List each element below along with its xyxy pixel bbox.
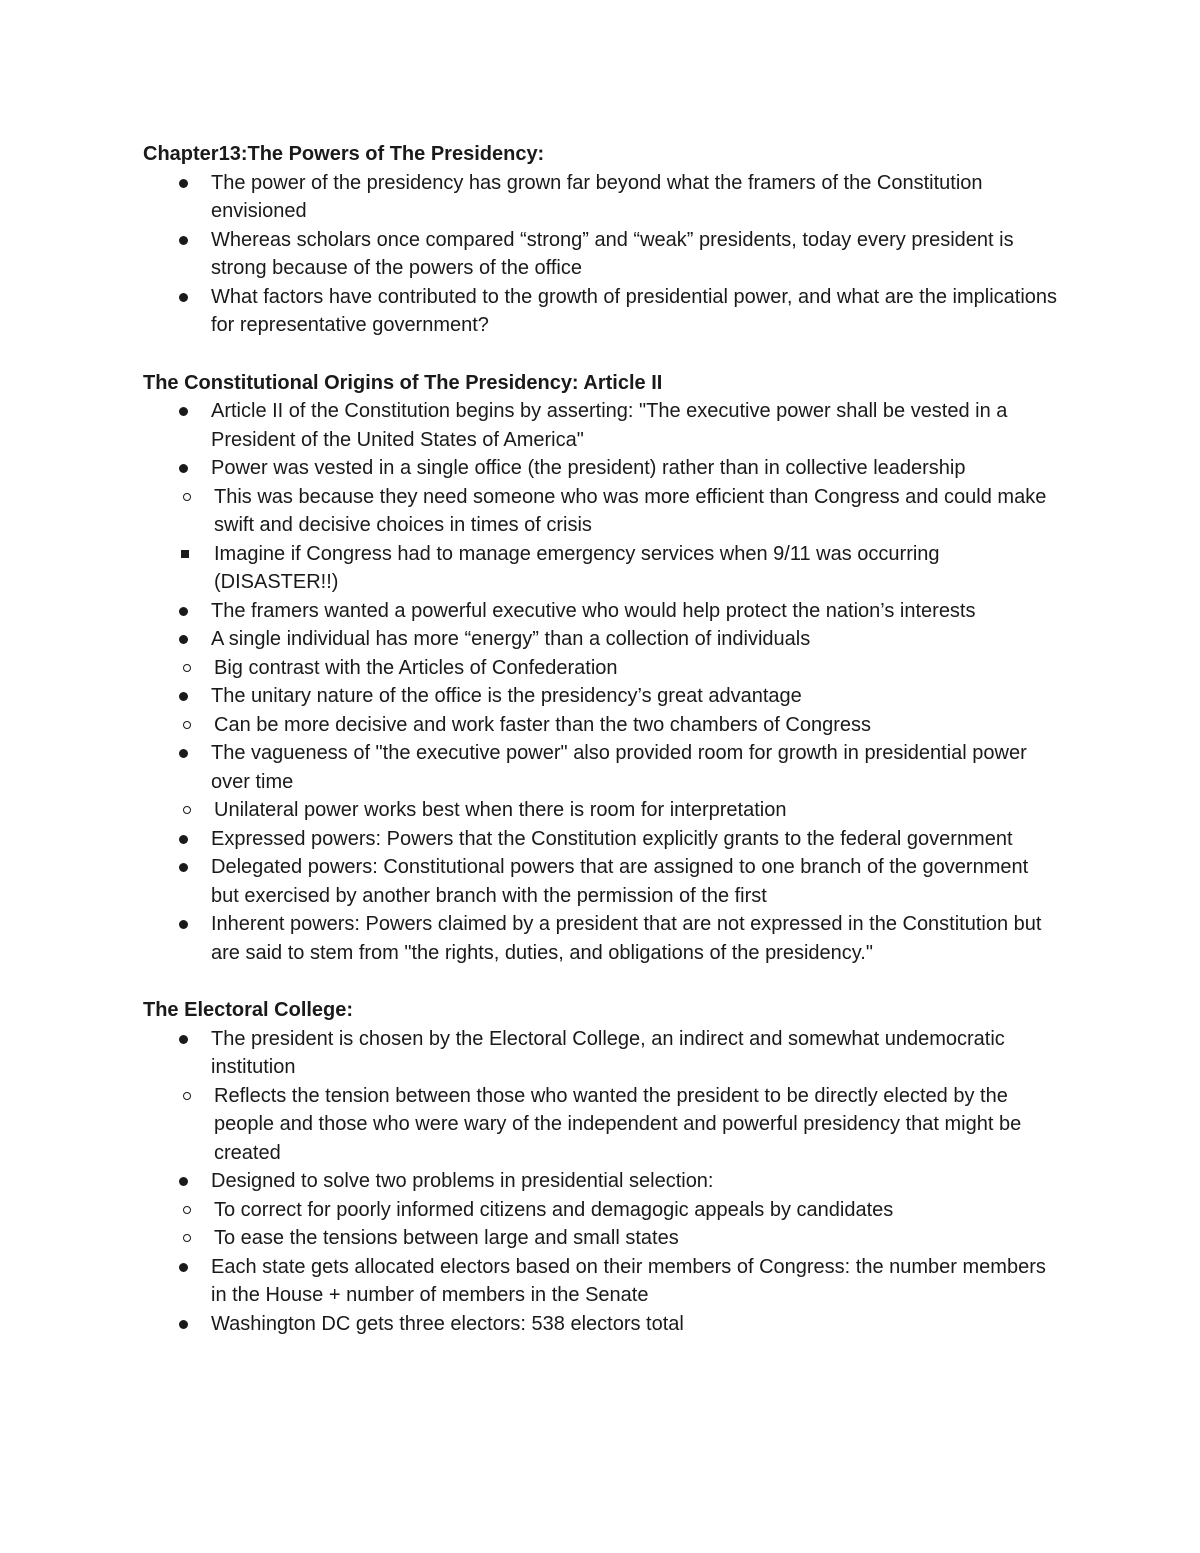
document-body bbox=[143, 140, 1060, 1338]
list-item bbox=[143, 825, 1060, 854]
hollow-circle-bullet-icon bbox=[183, 493, 191, 501]
list-item bbox=[143, 1253, 1060, 1310]
list-item-text: Big contrast with the Articles of Confederation bbox=[214, 656, 618, 679]
section-heading: The Electoral College: bbox=[143, 999, 354, 1021]
list-item-text: What factors have contributed to the growth of presidential power, and what are the implications for representative government? bbox=[211, 285, 1058, 336]
sub-bullet-list bbox=[143, 1196, 1060, 1253]
list-item bbox=[75, 483, 1060, 540]
hollow-circle-bullet-icon bbox=[183, 664, 191, 672]
bullet-list bbox=[143, 397, 1060, 967]
section-heading: Chapter13:The Powers of The Presidency: bbox=[143, 143, 545, 165]
list-item bbox=[143, 169, 1060, 226]
sub-sub-bullet-list bbox=[143, 540, 1060, 597]
list-item-text: The framers wanted a powerful executive who would help protect the nation’s interests bbox=[211, 599, 976, 622]
filled-circle-bullet-icon bbox=[179, 835, 188, 844]
nested-list-container bbox=[143, 1082, 1060, 1168]
list-item bbox=[75, 796, 1060, 825]
list-item-text: Inherent powers: Powers claimed by a president that are not expressed in the Constitution but are said to stem from "the rights, duties, and obligations of the presidency." bbox=[211, 913, 1042, 964]
sub-bullet-list bbox=[143, 796, 1060, 825]
filled-circle-bullet-icon bbox=[179, 293, 188, 302]
list-item-text: Delegated powers: Constitutional powers that are assigned to one branch of the government but exercised by another branch with the permission of the first bbox=[211, 856, 1029, 907]
list-item bbox=[143, 625, 1060, 654]
list-item bbox=[143, 1310, 1060, 1339]
sub-bullet-list bbox=[143, 654, 1060, 683]
nested-list-container bbox=[143, 711, 1060, 740]
document-section bbox=[143, 996, 1060, 1338]
list-item-text: A single individual has more “energy” than a collection of individuals bbox=[211, 628, 811, 650]
filled-circle-bullet-icon bbox=[179, 920, 188, 929]
list-item-text: Washington DC gets three electors: 538 electors total bbox=[211, 1312, 684, 1335]
list-item bbox=[143, 1025, 1060, 1082]
nested-list-container bbox=[143, 483, 1060, 597]
filled-circle-bullet-icon bbox=[179, 1035, 188, 1044]
sub-bullet-list bbox=[143, 483, 1060, 597]
list-item bbox=[75, 1224, 1060, 1253]
list-item-text: Can be more decisive and work faster than the two chambers of Congress bbox=[214, 713, 871, 736]
list-item-text: The president is chosen by the Electoral College, an indirect and somewhat undemocratic institution bbox=[211, 1027, 1005, 1078]
list-item-text: The power of the presidency has grown far beyond what the framers of the Constitution envisioned bbox=[211, 171, 983, 222]
list-item-text: To correct for poorly informed citizens and demagogic appeals by candidates bbox=[214, 1198, 894, 1221]
hollow-circle-bullet-icon bbox=[183, 1234, 191, 1242]
section-heading: The Constitutional Origins of The Presidency: Article II bbox=[143, 371, 663, 394]
list-item bbox=[75, 1196, 1060, 1225]
sub-bullet-list bbox=[143, 1082, 1060, 1168]
list-item-text: The unitary nature of the office is the presidency’s great advantage bbox=[211, 685, 802, 707]
filled-circle-bullet-icon bbox=[179, 749, 188, 758]
list-item bbox=[143, 853, 1060, 910]
filled-circle-bullet-icon bbox=[179, 1263, 188, 1272]
list-item bbox=[143, 226, 1060, 283]
list-item bbox=[143, 739, 1060, 796]
document-section bbox=[143, 140, 1060, 340]
list-item-text: Expressed powers: Powers that the Constitution explicitly grants to the federal government bbox=[211, 827, 1013, 850]
bullet-list bbox=[143, 1025, 1060, 1339]
filled-circle-bullet-icon bbox=[179, 1320, 188, 1329]
filled-circle-bullet-icon bbox=[179, 464, 188, 473]
nested-list-container bbox=[143, 540, 1060, 597]
filled-circle-bullet-icon bbox=[179, 1177, 188, 1186]
list-item-text: This was because they need someone who was more efficient than Congress and could make swift and decisive choices in times of crisis bbox=[214, 485, 1047, 536]
nested-list-container bbox=[143, 654, 1060, 683]
list-item-text: Each state gets allocated electors based on their members of Congress: the number members in the House + number of members in the Senate bbox=[211, 1255, 1046, 1306]
list-item bbox=[143, 682, 1060, 711]
nested-list-container bbox=[143, 1196, 1060, 1253]
list-item bbox=[143, 910, 1060, 967]
list-item bbox=[4, 540, 1060, 597]
list-item-text: Power was vested in a single office (the president) rather than in collective leadership bbox=[211, 457, 966, 479]
hollow-circle-bullet-icon bbox=[183, 721, 191, 729]
filled-circle-bullet-icon bbox=[179, 692, 188, 701]
filled-circle-bullet-icon bbox=[179, 407, 188, 416]
list-item-text: Unilateral power works best when there is room for interpretation bbox=[214, 799, 787, 821]
filled-circle-bullet-icon bbox=[179, 635, 188, 644]
list-item bbox=[143, 397, 1060, 454]
nested-list-container bbox=[143, 796, 1060, 825]
list-item-text: Article II of the Constitution begins by asserting: "The executive power shall be vested in a President of the United States of America" bbox=[211, 400, 1008, 451]
list-item bbox=[75, 1082, 1060, 1168]
list-item bbox=[143, 283, 1060, 340]
square-bullet-icon bbox=[181, 550, 189, 558]
sub-bullet-list bbox=[143, 711, 1060, 740]
list-item bbox=[143, 1167, 1060, 1196]
hollow-circle-bullet-icon bbox=[183, 1092, 191, 1100]
hollow-circle-bullet-icon bbox=[183, 806, 191, 814]
hollow-circle-bullet-icon bbox=[183, 1206, 191, 1214]
list-item-text: Whereas scholars once compared “strong” and “weak” presidents, today every president is strong because of the powers of the office bbox=[211, 228, 1014, 279]
list-item bbox=[75, 654, 1060, 683]
list-item-text: Reflects the tension between those who wanted the president to be directly elected by the people and those who were wary of the independent and powerful presidency that might be created bbox=[214, 1084, 1022, 1164]
filled-circle-bullet-icon bbox=[179, 236, 188, 245]
filled-circle-bullet-icon bbox=[179, 863, 188, 872]
bullet-list bbox=[143, 169, 1060, 340]
list-item bbox=[143, 454, 1060, 483]
list-item-text: To ease the tensions between large and small states bbox=[214, 1227, 679, 1249]
list-item-text: Designed to solve two problems in presidential selection: bbox=[211, 1170, 714, 1192]
list-item-text: The vagueness of "the executive power" also provided room for growth in presidential power over time bbox=[211, 742, 1027, 793]
list-item-text: Imagine if Congress had to manage emergency services when 9/11 was occurring (DISASTER!!) bbox=[214, 542, 940, 593]
filled-circle-bullet-icon bbox=[179, 607, 188, 616]
filled-circle-bullet-icon bbox=[179, 179, 188, 188]
list-item bbox=[143, 597, 1060, 626]
list-item bbox=[75, 711, 1060, 740]
document-section bbox=[143, 369, 1060, 968]
